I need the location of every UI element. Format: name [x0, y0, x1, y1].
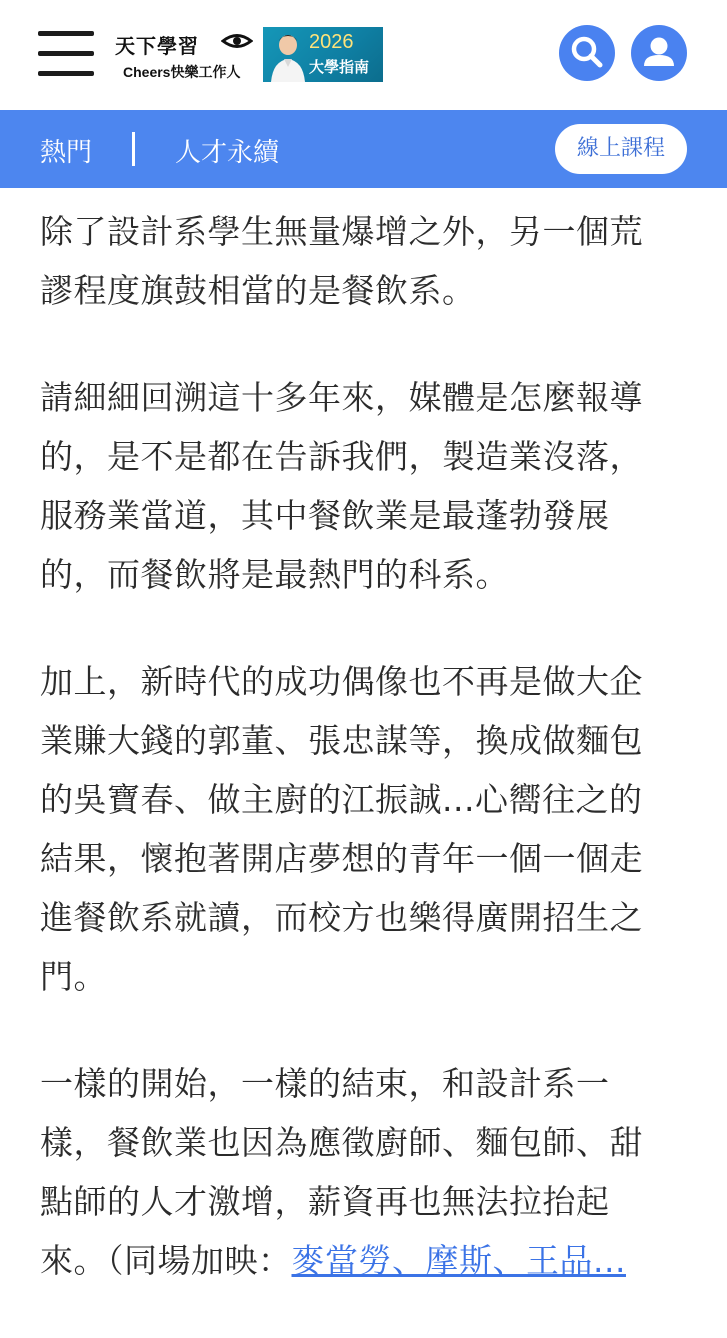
hamburger-menu-icon[interactable]	[38, 31, 94, 77]
banner-title: 大學指南	[309, 58, 370, 76]
guide-banner[interactable]	[263, 27, 383, 82]
menu-bar	[38, 71, 94, 76]
nav-item-hot[interactable]: 熱門	[40, 138, 93, 168]
nav-item-talent-sustainability[interactable]: 人才永續	[175, 138, 280, 168]
paragraph-line: 服務業當道，其中餐飲業是最蓬勃發展	[40, 496, 610, 535]
online-course-button[interactable]: 線上課程	[555, 124, 687, 174]
paragraph-line: 結果，懷抱著開店夢想的青年一個一個走	[40, 839, 643, 878]
paragraph-line: 請細細回溯這十多年來，媒體是怎麼報導	[40, 378, 643, 417]
menu-bar	[38, 51, 94, 56]
category-nav-bar	[0, 110, 727, 188]
nav-divider	[132, 132, 135, 166]
site-logo[interactable]	[115, 30, 255, 82]
paragraph-line: 門。	[40, 957, 107, 996]
banner-person-image	[269, 31, 307, 82]
top-header	[0, 0, 727, 110]
article-body	[40, 202, 690, 1338]
search-icon	[559, 25, 615, 81]
article-paragraph	[40, 202, 690, 320]
paragraph-line: 樣，餐飲業也因為應徵廚師、麵包師、甜	[40, 1123, 643, 1162]
paragraph-line: 除了設計系學生無量爆增之外，另一個荒	[40, 212, 643, 251]
search-button[interactable]	[559, 25, 615, 81]
paragraph-line: 業賺大錢的郭董、張忠謀等，換成做麵包	[40, 721, 643, 760]
paragraph-line: 的吳寶春、做主廚的江振誠...心嚮往之的	[40, 780, 643, 819]
banner-year: 2026	[309, 31, 354, 53]
article-paragraph	[40, 368, 690, 604]
article-paragraph	[40, 652, 690, 1006]
user-account-button[interactable]	[631, 25, 687, 81]
paragraph-line: 謬程度旗鼓相當的是餐飲系。	[40, 271, 476, 310]
paragraph-line: 一樣的開始，一樣的結束，和設計系一	[40, 1064, 610, 1103]
article-paragraph	[40, 1054, 690, 1290]
paragraph-line-prefix: 來。（同場加映：	[40, 1241, 292, 1280]
paragraph-line: 進餐飲系就讀，而校方也樂得廣開招生之	[40, 898, 643, 937]
paragraph-line: 加上，新時代的成功偶像也不再是做大企	[40, 662, 643, 701]
logo-subtitle: Cheers快樂工作人	[123, 64, 241, 80]
paragraph-line: 的，而餐飲將是最熱門的科系。	[40, 555, 509, 594]
menu-bar	[38, 31, 94, 36]
logo-title: 天下學習	[115, 34, 199, 58]
paragraph-line-with-link	[40, 1231, 690, 1290]
paragraph-line: 的，是不是都在告訴我們，製造業沒落，	[40, 437, 643, 476]
logo-mark-icon	[221, 32, 253, 50]
related-article-link[interactable]: 麥當勞、摩斯、王品...	[291, 1241, 626, 1280]
paragraph-line: 點師的人才激增，薪資再也無法拉抬起	[40, 1182, 610, 1221]
user-icon	[631, 25, 687, 81]
